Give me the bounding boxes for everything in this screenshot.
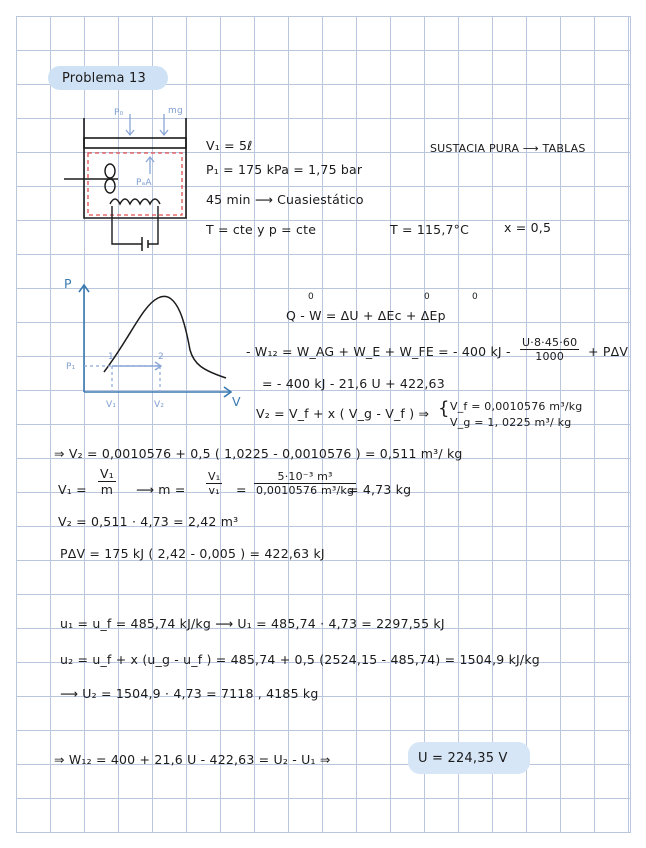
- zero-mark-3: 0: [472, 292, 478, 302]
- v2-calculation: ⇒ V₂ = 0,0010576 + 0,5 ( 1,0225 - 0,0010576 ) = 0,511 m³/ kg: [54, 446, 463, 461]
- v1-fraction-num: V₁: [100, 466, 114, 481]
- vg-value: V_g = 1, 0225 m³/ kg: [450, 416, 572, 429]
- pv-point-2: 2: [158, 352, 164, 362]
- brace: {: [438, 398, 450, 419]
- given-p1: P₁ = 175 kPa = 1,75 bar: [206, 162, 363, 177]
- m-arrow: ⟶ m =: [136, 482, 186, 497]
- work-equation: - W₁₂ = W_AG + W_E + W_FE = - 400 kJ -: [246, 344, 511, 359]
- pv-point-1: 1: [108, 352, 114, 362]
- m-fraction-num: V₁: [208, 470, 221, 483]
- given-quality: x = 0,5: [504, 220, 552, 235]
- m-result: = 4,73 kg: [348, 482, 412, 497]
- u2-line: u₂ = u_f + x (u_g - u_f ) = 485,74 + 0,5 (2524,15 - 485,74) = 1504,9 kJ/kg: [60, 652, 540, 667]
- m-equals: =: [236, 482, 247, 497]
- given-v1: V₁ = 5ℓ: [206, 138, 253, 153]
- v1-lhs: V₁ =: [58, 482, 87, 497]
- substance-note: SUSTACIA PURA ⟶ TABLAS: [430, 142, 586, 155]
- first-law-equation: Q - W = ΔU + ΔEc + ΔEp: [286, 308, 446, 323]
- m-values-fraction: [254, 470, 356, 497]
- given-time: 45 min ⟶ Cuasiestático: [206, 192, 364, 207]
- work-pdv-term: + PΔV: [588, 344, 629, 359]
- v2-total: V₂ = 0,511 · 4,73 = 2,42 m³: [58, 514, 239, 529]
- work-fraction-num: U·8·45·60: [522, 336, 578, 349]
- pv-axis-v: V: [232, 394, 241, 409]
- zero-mark-2: 0: [424, 292, 430, 302]
- pv-axis-p: P: [64, 276, 72, 291]
- label-pa: PₐA: [136, 178, 152, 188]
- v2-formula: V₂ = V_f + x ( V_g - V_f ) ⇒: [256, 406, 430, 421]
- m-fraction-den: v₁: [208, 484, 220, 497]
- label-p0: P₀: [114, 108, 124, 118]
- page-title: Problema 13: [62, 71, 146, 86]
- pv-diagram: [60, 280, 240, 410]
- label-mg: mg: [168, 106, 183, 116]
- final-equation: ⇒ W₁₂ = 400 + 21,6 U - 422,63 = U₂ - U₁ ⇒: [54, 752, 331, 767]
- m-values-num: 5·10⁻³ m³: [254, 470, 356, 484]
- v1-fraction-den: m: [100, 482, 114, 497]
- pv-label-v1: V₁: [106, 400, 117, 410]
- pv-label-v2: V₂: [154, 400, 165, 410]
- m-values-den: 0,0010576 m³/kg: [256, 484, 355, 497]
- work-equation-line2: = - 400 kJ - 21,6 U + 422,63: [262, 376, 445, 391]
- zero-mark-1: 0: [308, 292, 314, 302]
- m-fraction: [206, 470, 222, 497]
- given-temperature: T = 115,7°C: [390, 222, 470, 237]
- work-fraction-den: 1000: [535, 350, 565, 363]
- pv-label-p1: P₁: [66, 362, 76, 372]
- U2-line: ⟶ U₂ = 1504,9 · 4,73 = 7118 , 4185 kg: [60, 686, 319, 701]
- u1-line: u₁ = u_f = 485,74 kJ/kg ⟶ U₁ = 485,74 · 4,73 = 2297,55 kJ: [60, 616, 445, 631]
- v1-fraction: [98, 466, 116, 497]
- p-dv-calculation: PΔV = 175 kJ ( 2,42 - 0,005 ) = 422,63 kJ: [60, 546, 325, 561]
- given-conditions: T = cte y p = cte: [206, 222, 317, 237]
- vf-value: V_f = 0,0010576 m³/kg: [450, 400, 583, 413]
- final-result: U = 224,35 V: [418, 751, 508, 766]
- piston-cylinder-diagram: [60, 104, 210, 254]
- work-fraction: [520, 336, 579, 363]
